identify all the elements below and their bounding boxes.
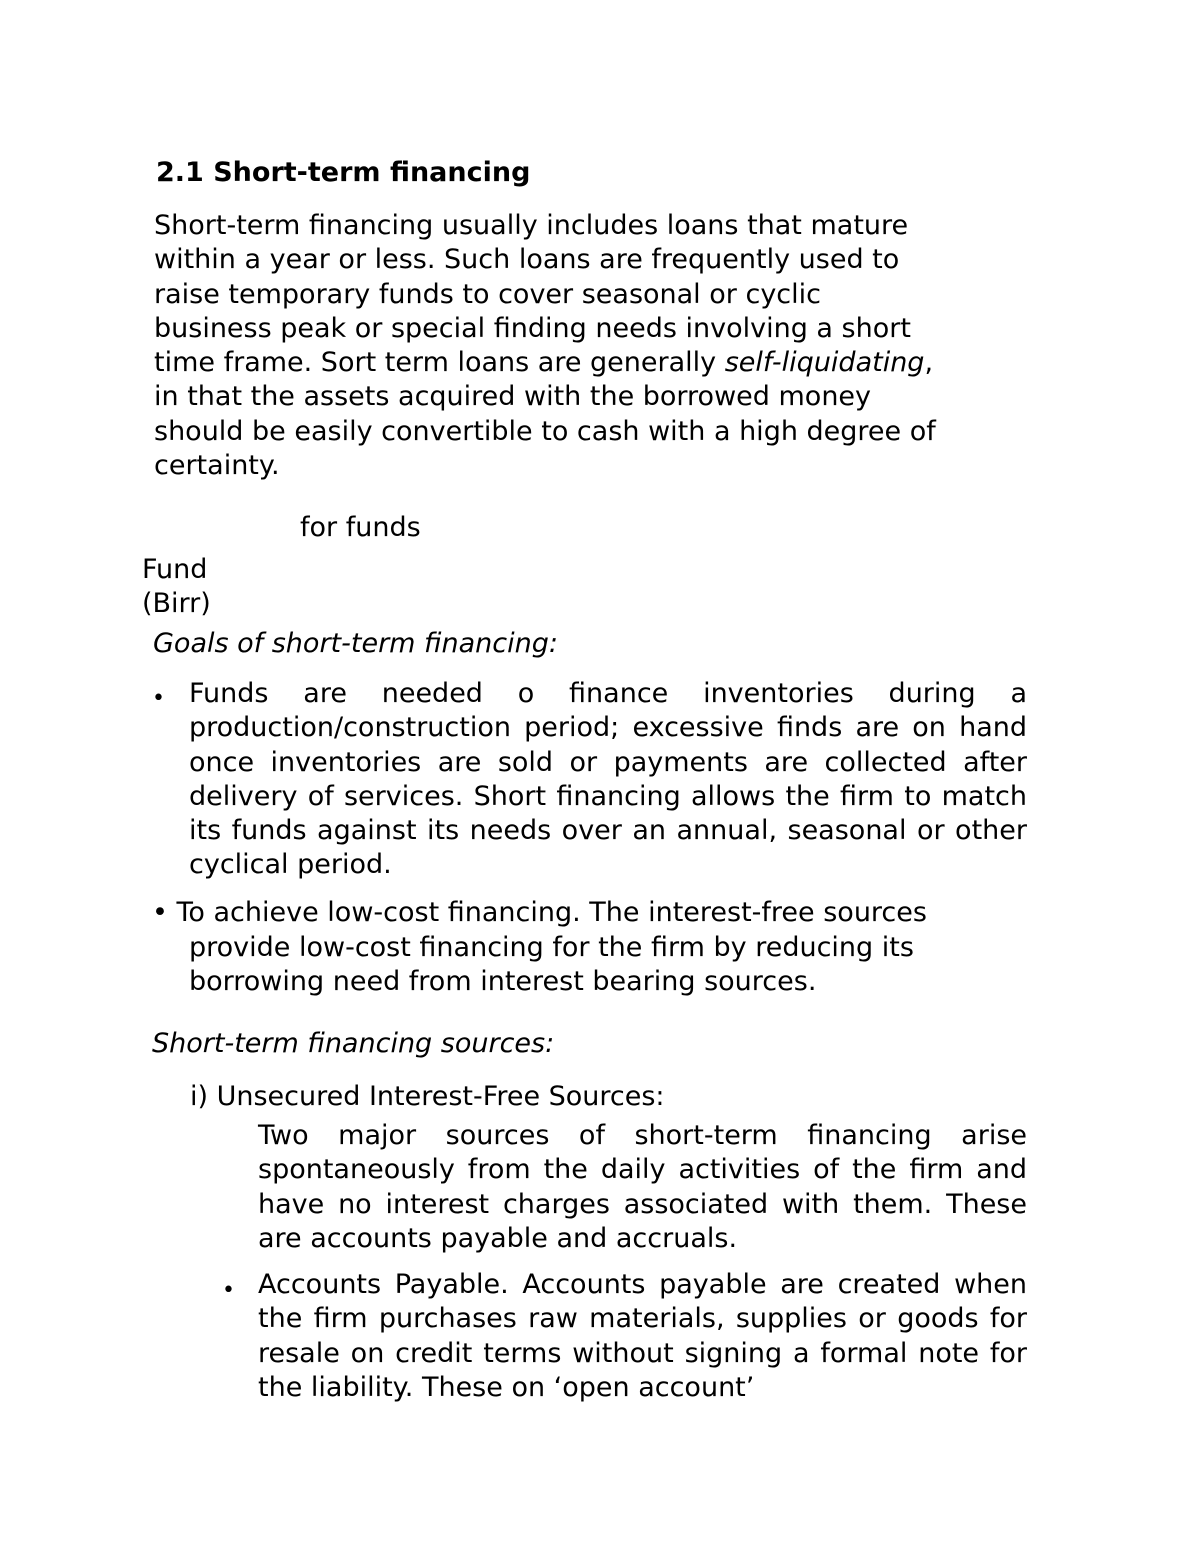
intro-line: raise temporary funds to cover seasonal or cyclic	[154, 278, 821, 310]
figure-caption: for funds	[300, 512, 421, 543]
sources-title: Short-term financing sources:	[152, 1028, 555, 1059]
bullet-line: borrowing need from interest bearing sources.	[189, 966, 817, 998]
intro-line-text: time frame. Sort term loans are generally	[154, 347, 725, 379]
intro-line: Short-term financing usually includes loans that mature	[154, 210, 909, 241]
intro-line: business peak or special finding needs involving a short	[154, 312, 911, 344]
self-liquidating-term: self-liquidating	[724, 347, 925, 379]
intro-line	[154, 346, 1034, 380]
axis-label-line: (Birr)	[142, 588, 211, 619]
goals-bullet-1: Funds are needed o finance inventories during a production/construction period; excessive finds are on hand once inventories are sold or payments are collected after delivery of services. Short financing allows the firm to match its funds against its needs over an annual, seasonal or other cyclical period.	[189, 678, 1027, 881]
goals-bullet-2-first-line: • To achieve low-cost financing. The interest-free sources	[152, 897, 927, 928]
intro-line: should be easily convertible to cash with a high degree of	[154, 415, 936, 447]
intro-line: within a year or less. Such loans are frequently used to	[154, 244, 900, 276]
sources-paragraph: Two major sources of short-term financing arise spontaneously from the daily activities of the firm and have no interest charges associated with them. These are accounts payable and accruals.	[258, 1120, 1027, 1254]
sources-subheading: i) Unsecured Interest-Free Sources:	[190, 1081, 665, 1112]
bullet-icon: •	[152, 686, 165, 711]
goals-title: Goals of short-term financing:	[153, 628, 558, 659]
bullet-icon: •	[222, 1278, 235, 1303]
bullet-line: provide low-cost financing for the firm by reducing its	[189, 932, 914, 963]
accounts-payable-paragraph: Accounts Payable. Accounts payable are created when the firm purchases raw materials, supplies or goods for resale on credit terms without signing a formal note for the liability. These on ‘open account’	[258, 1269, 1027, 1403]
axis-label-line: Fund	[142, 554, 208, 585]
intro-paragraph	[154, 209, 1034, 483]
goals-bullet-2-continuation	[189, 931, 1027, 1000]
intro-line: in that the assets acquired with the borrowed money	[154, 381, 872, 413]
intro-line-comma: ,	[924, 347, 934, 379]
section-heading: 2.1 Short-term financing	[156, 157, 531, 188]
figure-axis-label	[142, 553, 211, 621]
intro-line: certainty.	[154, 450, 280, 482]
